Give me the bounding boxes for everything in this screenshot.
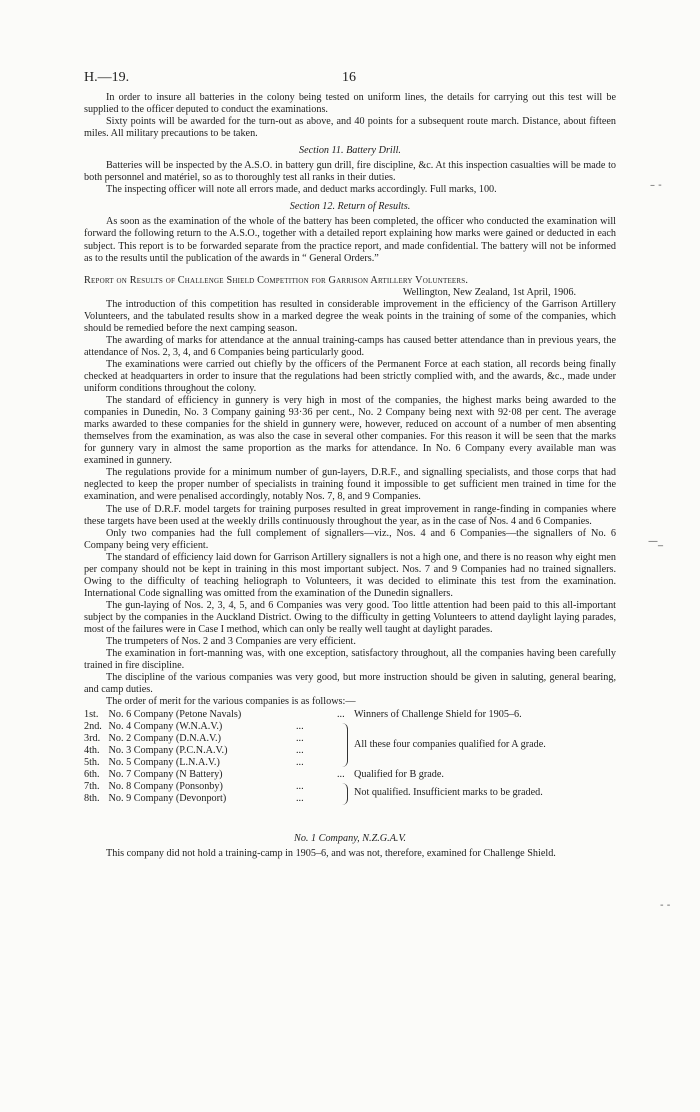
list-item: 8th. No. 9 Company (Devonport) ... (84, 793, 304, 805)
brace-bracket (339, 723, 348, 767)
paragraph: The discipline of the various companies was very good, but more instruction should be given in saluting, general bearing, and camp duties. (84, 672, 616, 696)
paragraph: The examination in fort-manning was, with one exception, satisfactory throughout, all the companies having been carefully trained in fire discipline. (84, 648, 616, 672)
page-header (84, 70, 616, 92)
brace-bracket (339, 783, 348, 805)
paragraph: Only two companies had the full complement of signallers—viz., Nos. 4 and 6 Companies—the signallers of No. 6 Company being very efficient. (84, 527, 616, 551)
paragraph: The regulations provide for a minimum number of gun-layers, D.R.F., and signalling specialists, and those corps that had neglected to keep the proper number of specialists in training found it impossible to get sufficient men trained in time for the examination, and were penalised accordingly, notably Nos. 7, 8, and 9 Companies. (84, 467, 616, 503)
header-reference: H.—19. (84, 70, 130, 85)
paragraph: The examinations were carried out chiefly by the officers of the Permanent Force at each station, all records being finally checked at headquarters in order to insure that the regulations had been strictly complied with, and the awards, &c., made under uniform conditions throughout the colony. (84, 358, 616, 395)
list-item: 5th. No. 5 Company (L.N.A.V.) ... (84, 757, 304, 769)
section-heading: Section 11. Battery Drill. (299, 145, 401, 157)
not-qualified-note: Not qualified. Insufficient marks to be graded. (354, 787, 543, 799)
order-of-merit-list (84, 709, 616, 821)
list-item: 4th. No. 3 Company (P.C.N.A.V.) ... (84, 745, 304, 757)
margin-mark-icon: - - (660, 900, 671, 911)
page-number: 16 (342, 70, 356, 85)
dateline: Wellington, New Zealand, 1st April, 1906. (402, 286, 576, 298)
paragraph: In order to insure all batteries in the colony being tested on uniform lines, the details for carrying out this test will be supplied to the officer deputed to conduct the examinations. (84, 92, 616, 116)
list-item: 7th. No. 8 Company (Ponsonby) ... (84, 781, 304, 793)
paragraph: The awarding of marks for attendance at the annual training-camps has caused better attendance than in previous years, the attendance of Nos. 2, 3, 4, and 6 Companies being particularly good. (84, 334, 616, 358)
list-item: 3rd. No. 2 Company (D.N.A.V.) ... (84, 733, 304, 745)
grade-a-note: All these four companies qualified for A grade. (354, 739, 546, 751)
report-title: Report on Results of Challenge Shield Competition for Garrison Artillery Volunteers. (84, 274, 469, 286)
paragraph: Batteries will be inspected by the A.S.O. in battery gun drill, fire discipline, &c. At this inspection casualties will be made to both personnel and matériel, so as to thoroughly test all ranks in their duties. (84, 160, 616, 184)
margin-mark-icon: – - (650, 180, 662, 191)
list-item: 6th. No. 7 Company (N Battery) ... (84, 769, 345, 781)
section-heading: Section 12. Return of Results. (289, 201, 411, 213)
section-heading: No. 1 Company, N.Z.G.A.V. (294, 833, 406, 845)
paragraph: The standard of efficiency in gunnery is very high in most of the companies, the highest marks being awarded to the companies in Dunedin, No. 3 Company gaining 93·36 per cent., No. 2 Company being next with 92·08 per cent. The average marks awarded to these companies for the shield in gunnery were, however, reduced on account of a number of men absenting themselves from the examination, as was also the case in several other companies. For this reason it will be seen that the marks for gunnery vary in almost the same proportion as the marks for attendance. In No. 6 Company every available man was examined in gunnery. (84, 395, 616, 467)
paragraph: The order of merit for the various companies is as follows:— (106, 696, 356, 708)
paragraph: The inspecting officer will note all errors made, and deduct marks accordingly. Full marks, 100. (106, 184, 497, 196)
paragraph: The introduction of this competition has resulted in considerable improvement in the efficiency of the Garrison Artillery Volunteers, and the tabulated results show in a marked degree the weak points in the training of some of the companies, which should be remedied before the next camping season. (84, 298, 616, 334)
paragraph: The trumpeters of Nos. 2 and 3 Companies are very efficient. (106, 636, 356, 648)
paragraph: This company did not hold a training-camp in 1905–6, and was not, therefore, examined for Challenge Shield. (106, 848, 556, 860)
document-page (84, 70, 616, 860)
paragraph: Sixty points will be awarded for the turn-out as above, and 40 points for a subsequent route march. Distance, about fifteen miles. All military precautions to be taken. (84, 116, 616, 140)
list-item: 1st. No. 6 Company (Petone Navals) ... (84, 709, 345, 721)
paragraph: The standard of efficiency laid down for Garrison Artillery signallers is not a high one, and there is no reason why eight men per company should not be kept in training in this most important subject. Nos. 7 and 9 Companies had no trained signallers. Owing to the difficulty of teaching heliograph to Volunteers, it was decided to eliminate this test from the examination. International Code signalling was omitted from the examination of the Dunedin signallers. (84, 551, 616, 599)
grade-b-note: Qualified for B grade. (354, 769, 444, 781)
paragraph: As soon as the examination of the whole of the battery has been completed, the officer who conducted the examination will forward the following return to the A.S.O., together with a detailed report explaining how marks were gained or deducted in each subject. This report is to be forwarded separate from the practice report, and made confidential. The battery will not be informed as to the results until the publication of the awards in “ General Orders.” (84, 216, 616, 264)
paragraph: The gun-laying of Nos. 2, 3, 4, 5, and 6 Companies was very good. Too little attention had been paid to this all-important subject by the companies in the Auckland District. Owing to the difficulty in getting Volunteers to attend daylight laying parades, most of the failures were in Case I method, which can only be really well taught at daylight parades. (84, 599, 616, 635)
list-item: 2nd. No. 4 Company (W.N.A.V.) ... (84, 721, 304, 733)
winners-note: Winners of Challenge Shield for 1905–6. (354, 709, 522, 721)
paragraph: The use of D.R.F. model targets for training purposes resulted in great improvement in range-finding in companies where these targets have been used at the weekly drills continuously throughout the year, as in the case of Nos. 4 and 6 Companies. (84, 503, 616, 527)
margin-mark-icon: —_ (648, 536, 663, 547)
